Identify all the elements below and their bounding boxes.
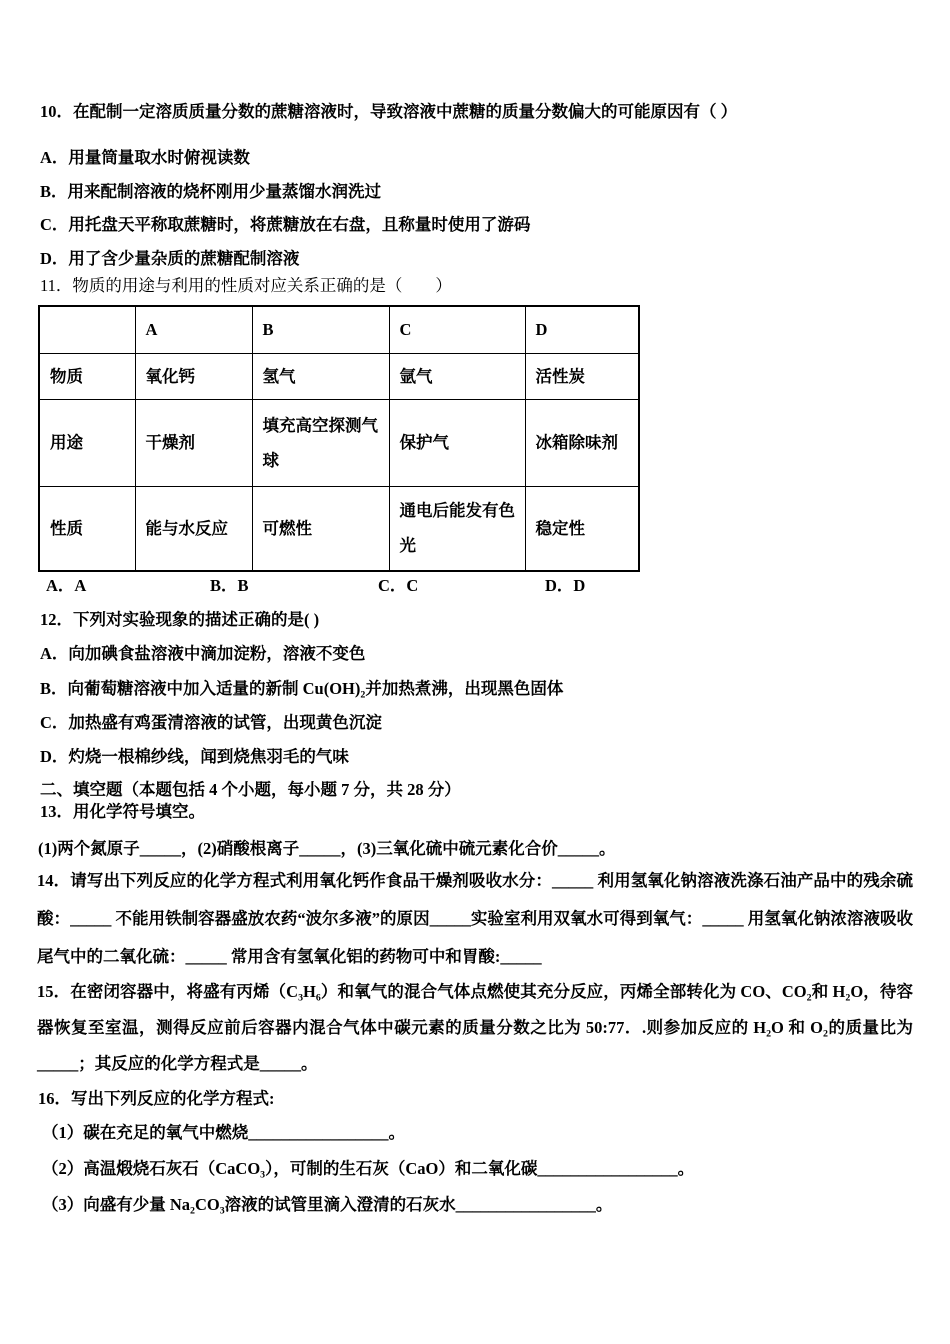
q16-stem: 16．写出下列反应的化学方程式: xyxy=(38,1089,275,1108)
q11-cell-use-d: 冰箱除味剂 xyxy=(525,399,639,486)
q11-option-b: B．B xyxy=(210,576,249,595)
q11-cell-substance-c: 氩气 xyxy=(389,353,525,399)
q11-cell-use-c: 保护气 xyxy=(389,399,525,486)
q11-table-header-b: B xyxy=(252,306,389,353)
q11-cell-property-a: 能与水反应 xyxy=(135,486,252,571)
q11-table xyxy=(38,305,640,572)
q11-row-label-property: 性质 xyxy=(39,486,135,571)
q11-table-row-property xyxy=(39,486,639,571)
q11-table-corner-cell xyxy=(39,306,135,353)
q11-row-label-use: 用途 xyxy=(39,399,135,486)
q15-text: 15．在密闭容器中，将盛有丙烯（C₃H₆）和氧气的混合气体点燃使其充分反应，丙烯全部转化为 CO、CO₂和 H₂O，待容器恢复至室温，测得反应前后容器内混合气体中碳元素的质量分数之比为 50:77．.则参加反应的 H₂O 和 O₂的质量比为_____；其反应的化学方程式是_____。 xyxy=(37,982,913,1073)
q10-option-b: B．用来配制溶液的烧杯刚用少量蒸馏水润洗过 xyxy=(40,182,382,201)
q16-item-1: （1）碳在充足的氧气中燃烧_________________。 xyxy=(42,1123,405,1142)
q12-option-a: A．向加碘食盐溶液中滴加淀粉，溶液不变色 xyxy=(40,644,366,663)
q11-cell-property-b: 可燃性 xyxy=(252,486,389,571)
q11-table-header-c: C xyxy=(389,306,525,353)
q10-option-c: C．用托盘天平称取蔗糖时，将蔗糖放在右盘，且称量时使用了游码 xyxy=(40,215,531,234)
q13-blanks-line: (1)两个氮原子_____，(2)硝酸根离子_____，(3)三氧化硫中硫元素化合价_____。 xyxy=(38,839,616,858)
q10-option-a: A．用量筒量取水时俯视读数 xyxy=(40,148,250,167)
section2-title: 二、填空题（本题包括 4 个小题，每小题 7 分，共 28 分） xyxy=(40,780,461,799)
q11-cell-substance-b: 氢气 xyxy=(252,353,389,399)
q11-option-d: D．D xyxy=(545,576,586,595)
q16-item-2: （2）高温煅烧石灰石（CaCO₃），可制的生石灰（CaO）和二氧化碳_________________。 xyxy=(42,1159,695,1178)
q14-text: 14．请写出下列反应的化学方程式利用氧化钙作食品干燥剂吸收水分：_____ 利用氢氧化钠溶液洗涤石油产品中的残余硫酸：_____ 不能用铁制容器盛放农药“波尔多液”的原因_____实验室利用双氧水可得到氧气：_____ 用氢氧化钠浓溶液吸收尾气中的二氧化硫：_____ 常用含有氢氧化铝的药物可中和胃酸:_____ xyxy=(37,871,913,966)
q11-cell-substance-a: 氧化钙 xyxy=(135,353,252,399)
q11-cell-property-d: 稳定性 xyxy=(525,486,639,571)
q11-table-header-row xyxy=(39,306,639,353)
q12-option-b: B．向葡萄糖溶液中加入适量的新制 Cu(OH)₂并加热煮沸，出现黑色固体 xyxy=(40,679,564,698)
q11-table-header-a: A xyxy=(135,306,252,353)
q12-stem: 12．下列对实验现象的描述正确的是( ) xyxy=(40,610,320,629)
q12-option-d: D．灼烧一根棉纱线，闻到烧焦羽毛的气味 xyxy=(40,747,349,766)
q13-stem: 13．用化学符号填空。 xyxy=(40,802,205,821)
q11-table-header-d: D xyxy=(525,306,639,353)
q16-item-3: （3）向盛有少量 Na₂CO₃溶液的试管里滴入澄清的石灰水_________________。 xyxy=(42,1195,613,1214)
q11-table-row-substance xyxy=(39,353,639,399)
q11-cell-use-a: 干燥剂 xyxy=(135,399,252,486)
q10-option-d: D．用了含少量杂质的蔗糖配制溶液 xyxy=(40,249,300,268)
q11-cell-substance-d: 活性炭 xyxy=(525,353,639,399)
q11-table-row-use xyxy=(39,399,639,486)
q11-stem: 11．物质的用途与利用的性质对应关系正确的是（ ） xyxy=(40,276,452,295)
q11-cell-use-b: 填充高空探测气球 xyxy=(252,399,389,486)
q12-option-c: C．加热盛有鸡蛋清溶液的试管，出现黄色沉淀 xyxy=(40,713,382,732)
q11-option-a: A．A xyxy=(46,576,87,595)
q11-option-c: C．C xyxy=(378,576,419,595)
q11-row-label-substance: 物质 xyxy=(39,353,135,399)
q10-stem: 10．在配制一定溶质质量分数的蔗糖溶液时，导致溶液中蔗糖的质量分数偏大的可能原因有（ ） xyxy=(40,102,738,121)
q11-cell-property-c: 通电后能发有色光 xyxy=(389,486,525,571)
